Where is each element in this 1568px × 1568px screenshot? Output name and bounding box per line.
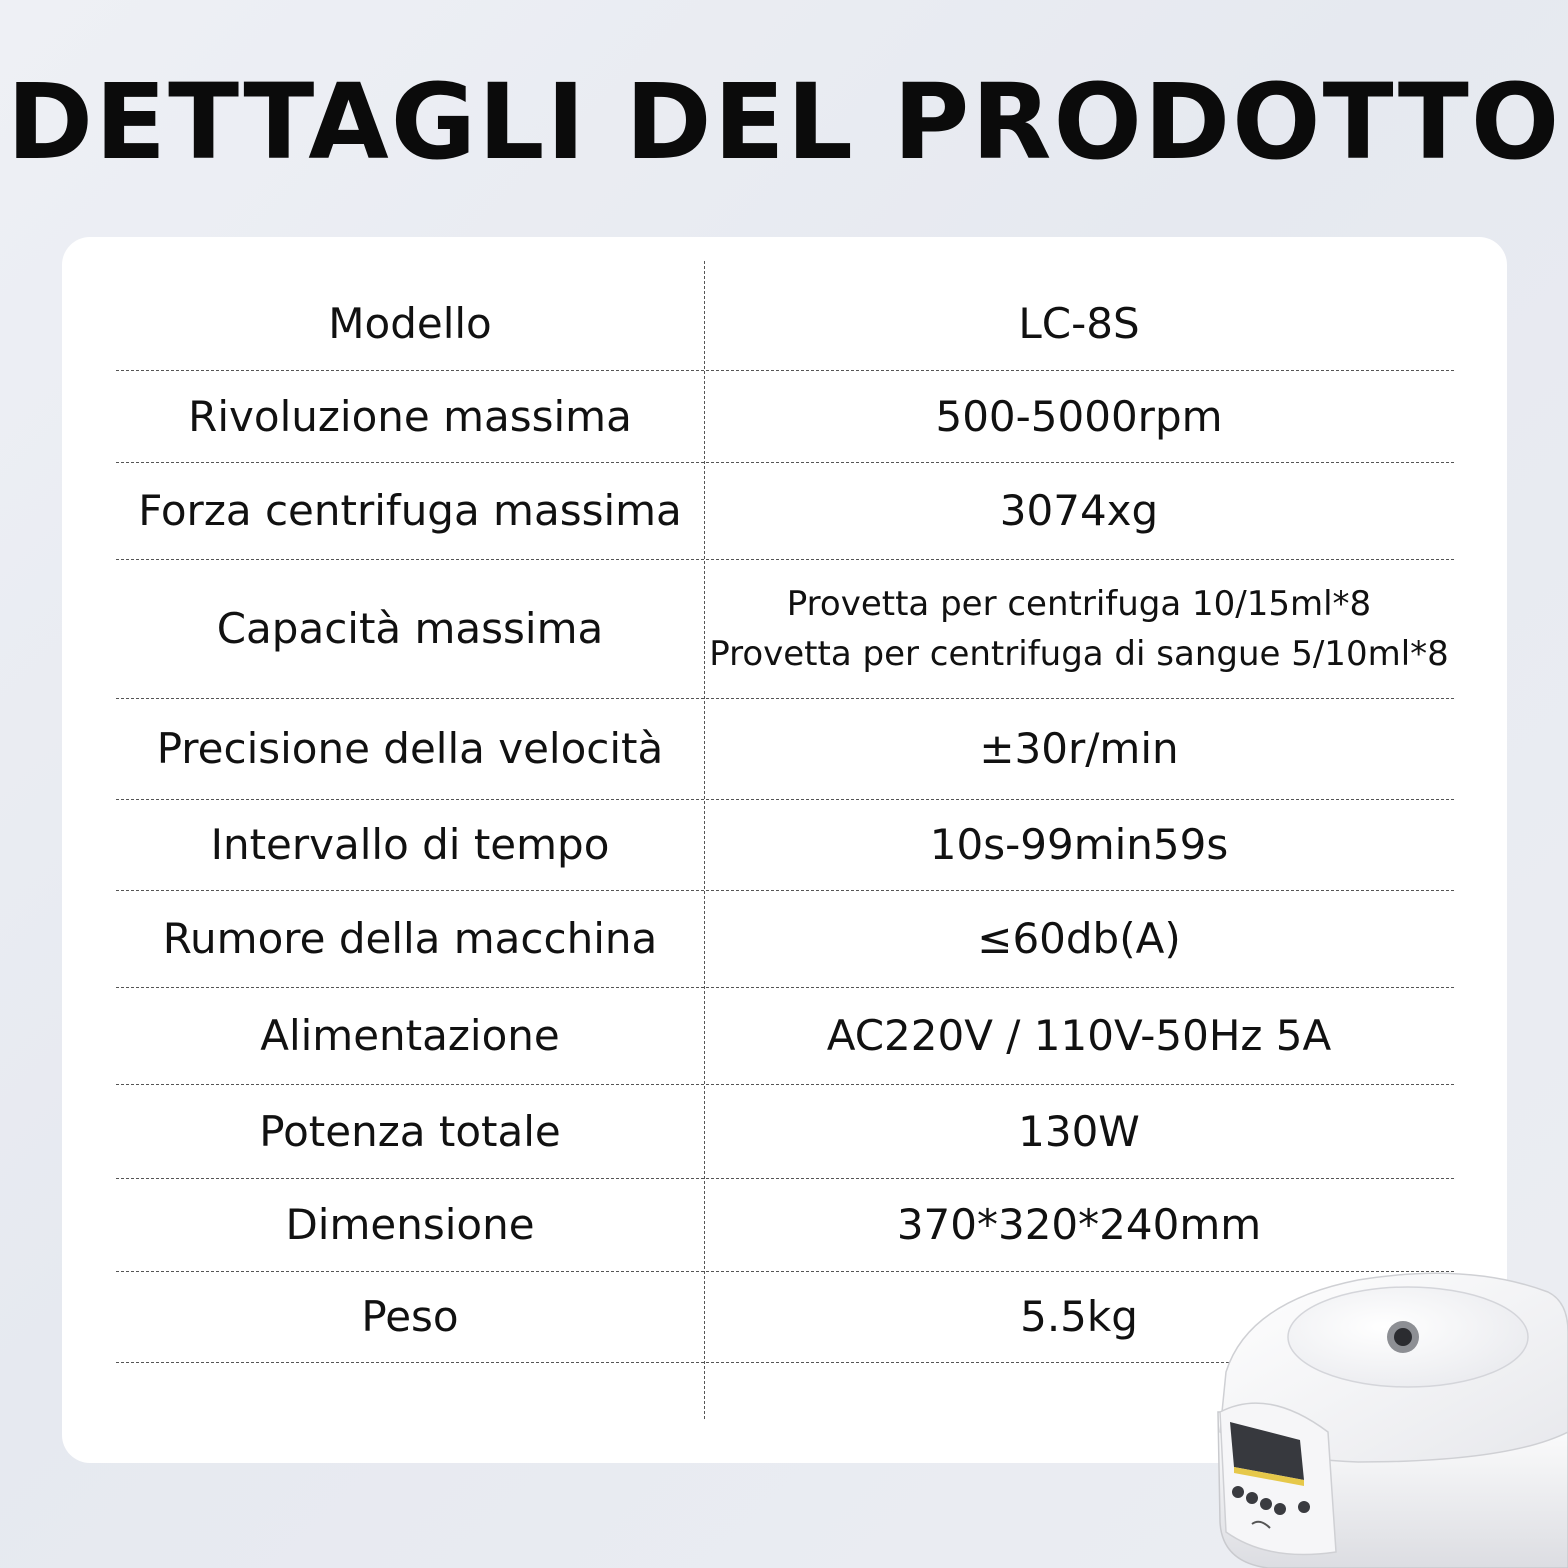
spec-label: Rivoluzione massima	[188, 391, 632, 441]
spec-row-dimension	[116, 1178, 1454, 1272]
spec-label: Forza centrifuga massima	[138, 486, 682, 535]
spec-label: Peso	[361, 1292, 459, 1341]
spec-value: 5.5kg	[1020, 1292, 1138, 1341]
spec-label: Modello	[328, 299, 492, 348]
spec-label: Alimentazione	[260, 1011, 560, 1060]
spec-value: 10s-99min59s	[929, 820, 1229, 869]
spec-row-machine-noise	[116, 890, 1454, 988]
centrifuge-product-image	[1208, 1262, 1568, 1568]
spec-row-time-interval	[116, 799, 1454, 891]
spec-row-max-capacity	[116, 559, 1454, 699]
spec-value: LC-8S	[1018, 299, 1140, 348]
spec-row-max-centrifugal-force	[116, 462, 1454, 560]
spec-label: Dimensione	[285, 1200, 535, 1249]
spec-value	[704, 559, 1454, 698]
spec-row-model	[116, 277, 1454, 371]
spec-label: Potenza totale	[259, 1106, 561, 1156]
spec-value-line: Provetta per centrifuga 10/15ml*8	[786, 583, 1372, 624]
spec-label: Rumore della macchina	[162, 914, 658, 963]
spec-row-total-power	[116, 1084, 1454, 1179]
spec-value: 500-5000rpm	[935, 391, 1223, 441]
spec-row-power-supply	[116, 987, 1454, 1085]
spec-value: ≤60db(A)	[977, 914, 1181, 963]
spec-row-speed-precision	[116, 698, 1454, 800]
spec-value: 3074xg	[999, 486, 1159, 535]
page-title: DETTAGLI DEL PRODOTTO	[6, 61, 1562, 183]
spec-label: Capacità massima	[216, 604, 604, 653]
spec-value: AC220V / 110V-50Hz 5A	[826, 1011, 1332, 1060]
spec-label: Intervallo di tempo	[210, 820, 610, 869]
spec-value-line: Provetta per centrifuga di sangue 5/10ml*8	[709, 633, 1449, 674]
spec-value: 130W	[1018, 1106, 1140, 1156]
spec-value: 370*320*240mm	[896, 1200, 1262, 1249]
spec-value: ±30r/min	[979, 724, 1179, 773]
spec-row-max-revolution	[116, 370, 1454, 463]
spec-label: Precisione della velocità	[156, 724, 664, 773]
